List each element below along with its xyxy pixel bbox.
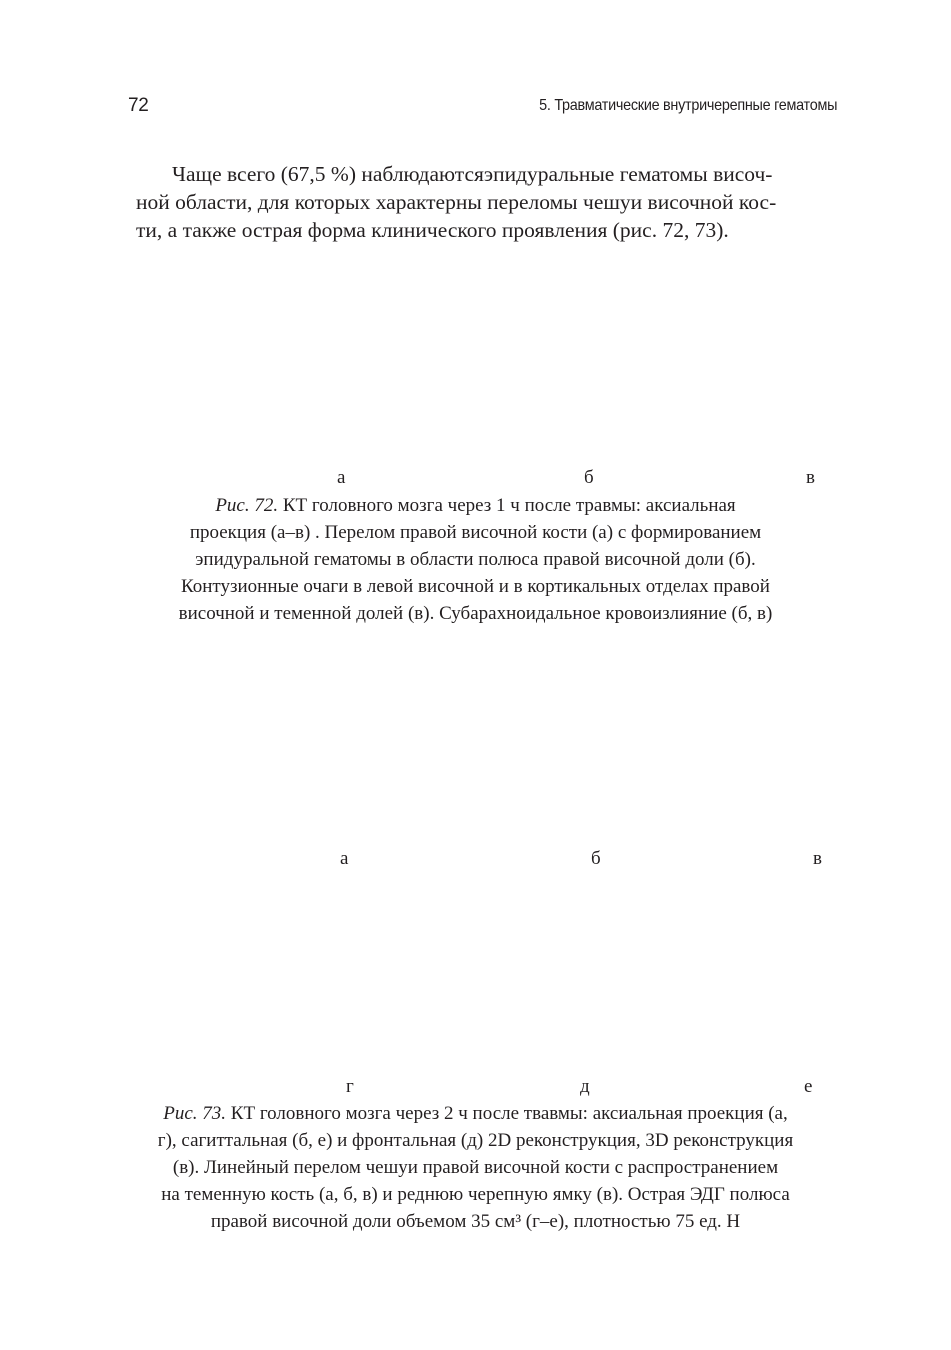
figure-73-images-bottom <box>130 875 830 1070</box>
fig72-panel-label-v: в <box>806 467 815 488</box>
caption-text: КТ головного мозга через 2 ч после твавмы: аксиальная проекция (а, <box>226 1103 788 1124</box>
caption-line <box>100 1100 851 1127</box>
body-line: Чаще всего (67,5 %) наблюдаютсяэпидуральные гематомы височ- <box>172 162 773 186</box>
fig73-panel-label-a: а <box>340 848 349 869</box>
caption-line <box>100 492 851 519</box>
fig73-panel-label-v: в <box>813 848 822 869</box>
caption-line: правой височной доли объемом 35 см³ (г–е), плотностью 75 ед. Н <box>210 1211 741 1232</box>
caption-line: (в). Линейный перелом чешуи правой височной кости с распространением <box>172 1157 779 1178</box>
body-line: ти, а также острая форма клинического проявления (рис. 72, 73). <box>136 218 729 242</box>
caption-line: г), сагиттальная (б, е) и фронтальная (д) 2D реконструкция, 3D реконструкция <box>157 1130 794 1151</box>
figure-73-images-top <box>130 650 830 840</box>
caption-line: на теменную кость (а, б, в) и реднюю черепную ямку (в). Острая ЭДГ полюса <box>161 1184 790 1205</box>
caption-line: проекция (а–в) . Перелом правой височной кости (а) с формированием <box>189 522 762 543</box>
fig73-panel-label-e: е <box>804 1076 813 1097</box>
fig73-panel-label-g: г <box>346 1076 354 1097</box>
caption-line: эпидуральной гематомы в области полюса правой височной доли (б). <box>195 549 756 570</box>
fig72-panel-label-b: б <box>584 467 594 488</box>
figure-72-caption <box>100 492 851 627</box>
fig72-panel-label-a: а <box>337 467 346 488</box>
figure-72-images <box>130 265 830 460</box>
figure-73-caption <box>100 1100 851 1235</box>
fig73-panel-label-b: б <box>591 848 601 869</box>
caption-text: КТ головного мозга через 1 ч после травмы: аксиальная <box>278 495 736 516</box>
figure-ref: Рис. 72. <box>215 495 279 516</box>
caption-line: височной и теменной долей (в). Субарахноидальное кровоизлияние (б, в) <box>178 603 773 624</box>
fig73-panel-label-d: д <box>580 1076 590 1097</box>
page-number: 72 <box>128 95 149 116</box>
caption-line: Контузионные очаги в левой височной и в кортикальных отделах правой <box>181 576 770 597</box>
figure-ref: Рис. 73. <box>163 1103 227 1124</box>
running-header-title: 5. Травматические внутричерепные гематомы <box>538 97 837 114</box>
body-paragraph <box>136 160 816 244</box>
body-line: ной области, для которых характерны переломы чешуи височной кос- <box>136 190 777 214</box>
